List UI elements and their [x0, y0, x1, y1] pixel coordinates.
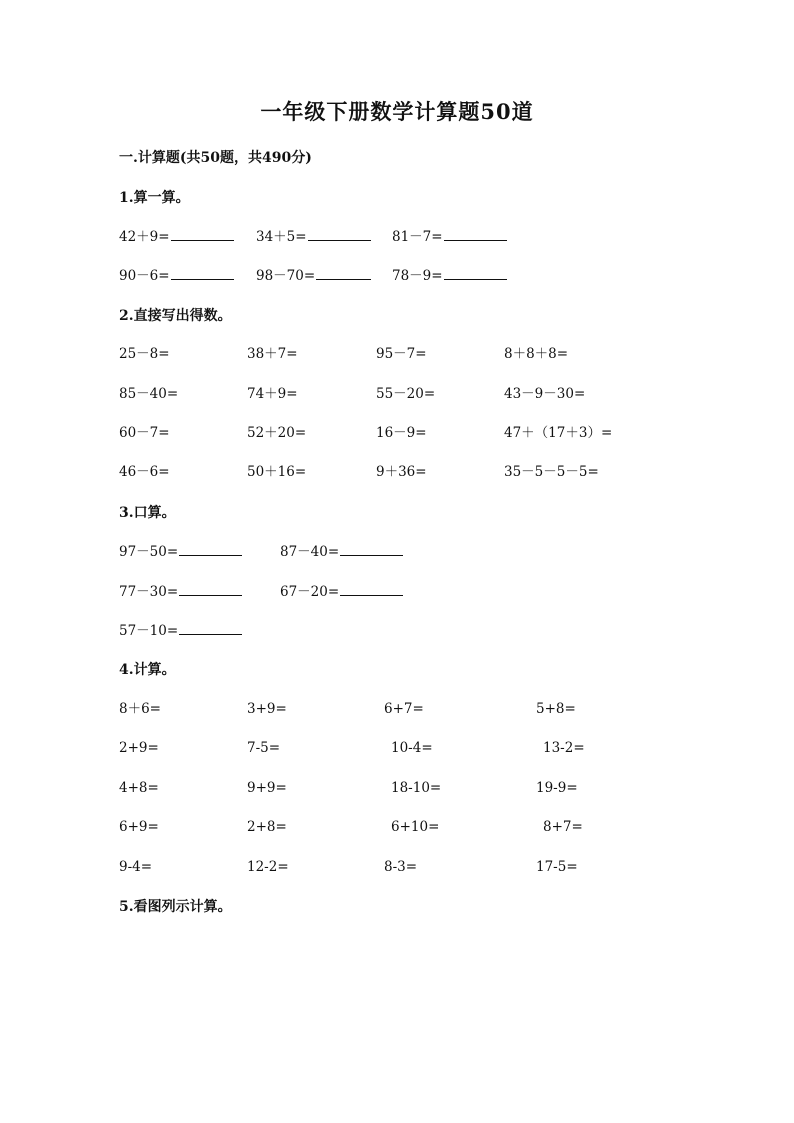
q4-item: 12-2=: [247, 859, 289, 875]
q2-item: 52＋20=: [247, 425, 307, 441]
q4-item: 2+9=: [119, 740, 159, 756]
q2-row-3: [0, 423, 794, 445]
page-title: 一年级下册数学计算题50道: [260, 99, 534, 124]
q2-item: 50＋16=: [247, 464, 307, 480]
q2-row-1: [0, 344, 794, 366]
q4-item: 5+8=: [536, 701, 576, 717]
q1-row-1: [0, 226, 794, 248]
q2-item: 46－6=: [119, 464, 170, 480]
q3-row-3: [0, 620, 794, 642]
answer-blank[interactable]: [179, 541, 242, 556]
q4-item: 3+9=: [247, 701, 287, 717]
question-3-label: 3.口算。: [119, 505, 176, 521]
q3-item: 67－20=: [280, 581, 403, 602]
q2-row-2: [0, 384, 794, 406]
answer-blank[interactable]: [179, 581, 242, 596]
q4-row-5: [0, 857, 794, 879]
q4-item: 8＋6=: [119, 701, 161, 717]
q4-item: 6+7=: [384, 701, 424, 717]
answer-blank[interactable]: [444, 226, 507, 241]
q1-item: 81－7=: [392, 226, 507, 247]
question-5-label: 5.看图列示计算。: [119, 899, 232, 915]
q4-item: 2+8=: [247, 819, 287, 835]
q3-row-2: [0, 581, 794, 603]
q2-item: 95－7=: [376, 346, 427, 362]
q4-item: 6+10=: [391, 819, 440, 835]
q1-item: 78－9=: [392, 265, 507, 286]
question-2-label: 2.直接写出得数。: [119, 308, 232, 324]
q4-row-1: [0, 699, 794, 721]
q4-item: 17-5=: [536, 859, 578, 875]
q1-row-2: [0, 265, 794, 287]
q4-row-3: [0, 778, 794, 800]
q4-item: 9+9=: [247, 780, 287, 796]
q4-row-2: [0, 738, 794, 760]
answer-blank[interactable]: [340, 581, 403, 596]
q3-item: 97－50=: [119, 541, 242, 562]
q1-item: 98－70=: [256, 265, 371, 286]
q2-item: 43－9－30=: [504, 386, 586, 402]
q4-item: 13-2=: [543, 740, 585, 756]
q2-item: 8＋8＋8=: [504, 346, 569, 362]
answer-blank[interactable]: [171, 226, 234, 241]
q4-row-4: [0, 817, 794, 839]
q1-item: 42＋9=: [119, 226, 234, 247]
q3-row-1: [0, 541, 794, 563]
q2-item: 35－5－5－5=: [504, 464, 599, 480]
q4-item: 7-5=: [247, 740, 281, 756]
answer-blank[interactable]: [171, 265, 234, 280]
q1-item: 90－6=: [119, 265, 234, 286]
q2-item: 38＋7=: [247, 346, 298, 362]
answer-blank[interactable]: [316, 265, 371, 280]
q4-item: 8-3=: [384, 859, 418, 875]
q3-item: 57－10=: [119, 620, 242, 641]
q4-item: 18-10=: [391, 780, 442, 796]
q4-item: 9-4=: [119, 859, 153, 875]
section-heading: 一.计算题(共50题，共490分): [119, 150, 312, 166]
q2-item: 55－20=: [376, 386, 436, 402]
answer-blank[interactable]: [308, 226, 371, 241]
q1-item: 34＋5=: [256, 226, 371, 247]
q2-row-4: [0, 462, 794, 484]
q2-item: 47＋（17＋3）=: [504, 425, 613, 441]
q2-item: 85－40=: [119, 386, 179, 402]
q4-item: 10-4=: [391, 740, 433, 756]
q4-item: 6+9=: [119, 819, 159, 835]
q2-item: 60－7=: [119, 425, 170, 441]
question-4-label: 4.计算。: [119, 662, 176, 678]
answer-blank[interactable]: [340, 541, 403, 556]
q4-item: 19-9=: [536, 780, 578, 796]
q2-item: 74＋9=: [247, 386, 298, 402]
q2-item: 25－8=: [119, 346, 170, 362]
q3-item: 87－40=: [280, 541, 403, 562]
q2-item: 9＋36=: [376, 464, 427, 480]
q2-item: 16－9=: [376, 425, 427, 441]
question-1-label: 1.算一算。: [119, 190, 190, 206]
q4-item: 4+8=: [119, 780, 159, 796]
answer-blank[interactable]: [179, 620, 242, 635]
q4-item: 8+7=: [543, 819, 583, 835]
q3-item: 77－30=: [119, 581, 242, 602]
answer-blank[interactable]: [444, 265, 507, 280]
